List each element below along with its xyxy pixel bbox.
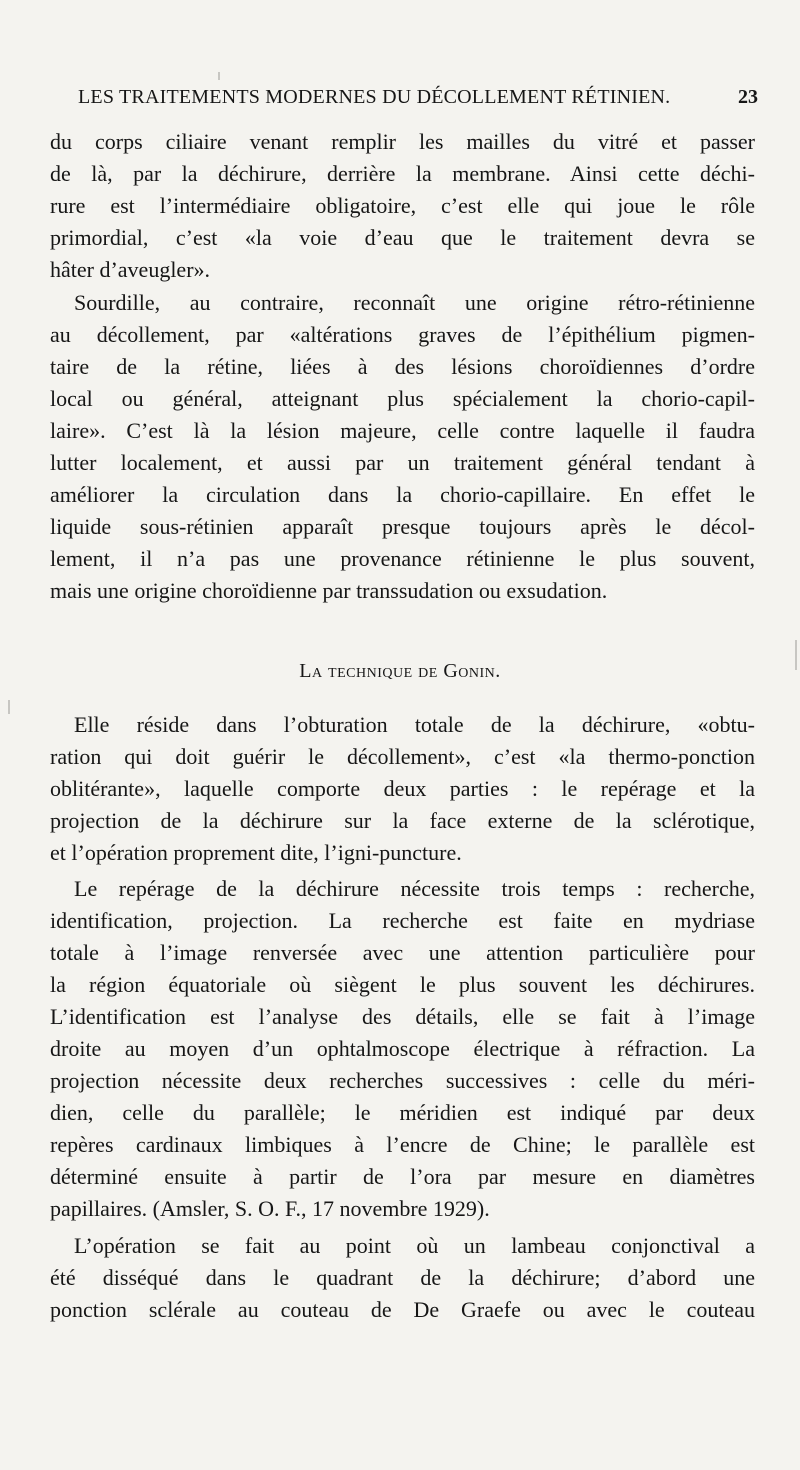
text-line: lement, il n’a pas une provenance rétinienne le plus souvent, xyxy=(50,546,755,571)
text-line: L’identification est l’analyse des détails, elle se fait à l’image xyxy=(50,1004,755,1029)
text-line: ration qui doit guérir le décollement», c’est «la thermo-ponction xyxy=(50,744,755,769)
text-line: améliorer la circulation dans la chorio-capillaire. En effet le xyxy=(50,482,755,507)
text-line: mais une origine choroïdienne par transsudation ou exsudation. xyxy=(50,578,608,603)
text-line: projection nécessite deux recherches successives : celle du méri- xyxy=(50,1068,755,1093)
text-line: déterminé ensuite à partir de l’ora par mesure en diamètres xyxy=(50,1164,755,1189)
text-line: L’opération se fait au point où un lambeau conjonctival a xyxy=(74,1233,755,1258)
text-line: taire de la rétine, liées à des lésions choroïdiennes d’ordre xyxy=(50,354,755,379)
text-line: liquide sous-rétinien apparaît presque toujours après le décol- xyxy=(50,514,755,539)
text-line: au décollement, par «altérations graves de l’épithélium pigmen- xyxy=(50,322,755,347)
section-heading-text: La technique de Gonin. xyxy=(299,660,501,682)
text-line: papillaires. (Amsler, S. O. F., 17 novembre 1929). xyxy=(50,1196,490,1221)
running-head xyxy=(78,86,758,112)
text-line: Le repérage de la déchirure nécessite trois temps : recherche, xyxy=(74,876,755,901)
text-line: droite au moyen d’un ophtalmoscope électrique à réfraction. La xyxy=(50,1036,755,1061)
text-line: et l’opération proprement dite, l’igni-puncture. xyxy=(50,840,462,865)
text-line: local ou général, atteignant plus spécialement la chorio-capil- xyxy=(50,386,755,411)
text-line: repères cardinaux limbiques à l’encre de Chine; le parallèle est xyxy=(50,1132,755,1157)
text-line: ponction sclérale au couteau de De Graefe ou avec le couteau xyxy=(50,1297,755,1322)
text-line: oblitérante», laquelle comporte deux parties : le repérage et la xyxy=(50,776,755,801)
text-line: dien, celle du parallèle; le méridien est indiqué par deux xyxy=(50,1100,755,1125)
text-line: projection de la déchirure sur la face externe de la sclérotique, xyxy=(50,808,755,833)
text-line: identification, projection. La recherche est faite en mydriase xyxy=(50,908,755,933)
text-line: de là, par la déchirure, derrière la membrane. Ainsi cette déchi- xyxy=(50,161,755,186)
text-line: primordial, c’est «la voie d’eau que le traitement devra se xyxy=(50,225,755,250)
text-line: la région équatoriale où siègent le plus souvent les déchirures. xyxy=(50,972,755,997)
text-line: Sourdille, au contraire, reconnaît une origine rétro-rétinienne xyxy=(74,290,755,315)
paragraph-1 xyxy=(50,126,755,286)
paragraph-5 xyxy=(50,1230,755,1326)
scan-speck xyxy=(218,72,220,80)
text-line: Elle réside dans l’obturation totale de la déchirure, «obtu- xyxy=(74,712,755,737)
running-title: LES TRAITEMENTS MODERNES DU DÉCOLLEMENT RÉTINIEN. xyxy=(78,86,671,108)
text-line: totale à l’image renversée avec une attention particulière pour xyxy=(50,940,755,965)
text-line: lutter localement, et aussi par un traitement général tendant à xyxy=(50,450,755,475)
text-line: hâter d’aveugler». xyxy=(50,257,211,282)
text-line: rure est l’intermédiaire obligatoire, c’est elle qui joue le rôle xyxy=(50,193,755,218)
paragraph-3 xyxy=(50,709,755,869)
paragraph-4 xyxy=(50,873,755,1225)
text-line: du corps ciliaire venant remplir les mailles du vitré et passer xyxy=(50,129,755,154)
text-line: été disséqué dans le quadrant de la déchirure; d’abord une xyxy=(50,1265,755,1290)
text-line: laire». C’est là la lésion majeure, celle contre laquelle il faudra xyxy=(50,418,755,443)
paragraph-2 xyxy=(50,287,755,607)
section-heading xyxy=(0,660,800,683)
page-number: 23 xyxy=(738,86,758,108)
scan-speck xyxy=(795,640,797,670)
scan-speck xyxy=(8,700,10,714)
